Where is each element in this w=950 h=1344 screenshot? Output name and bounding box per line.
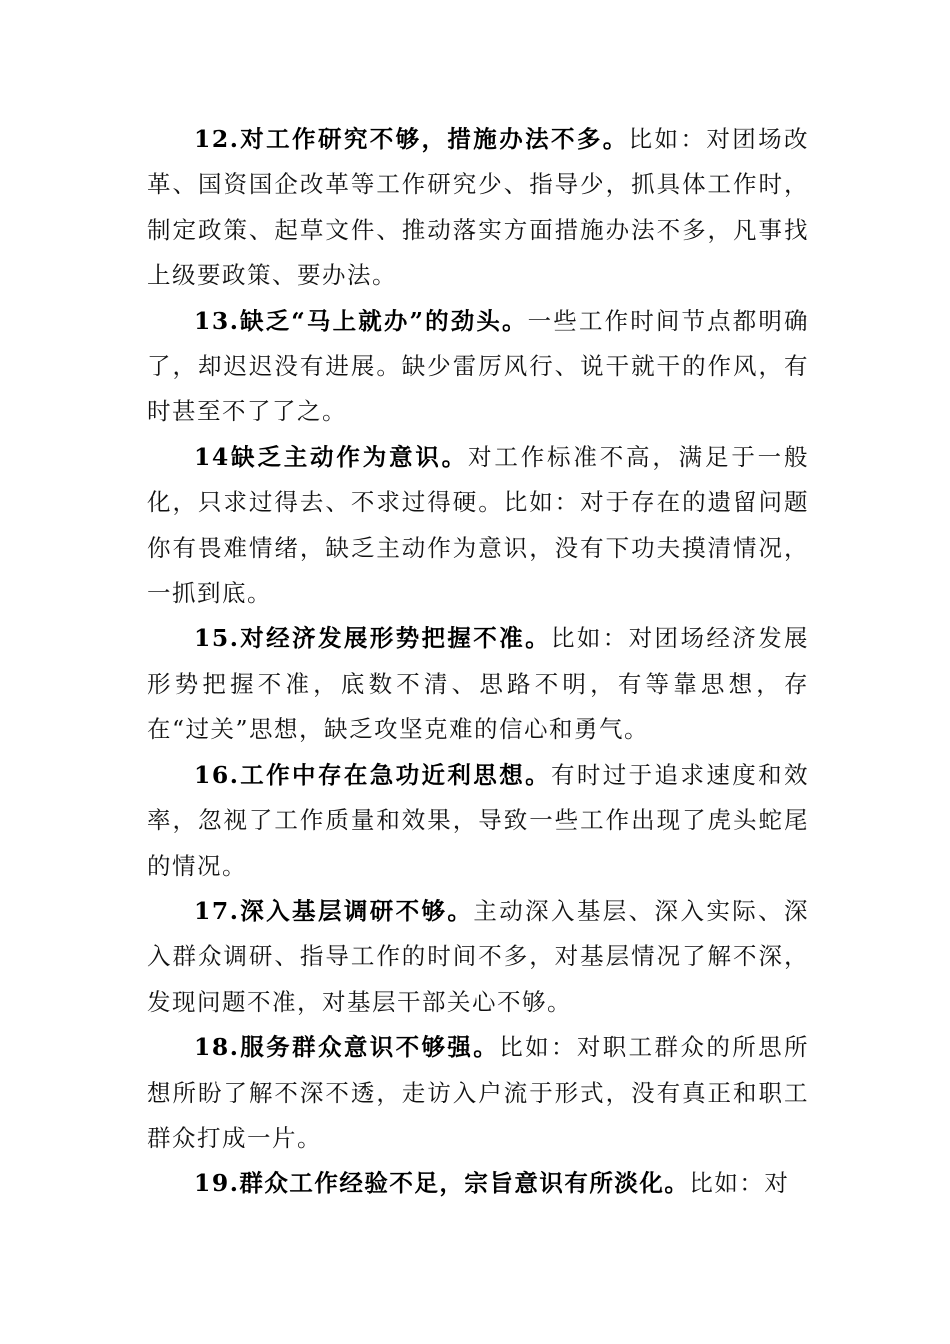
item-13: [147, 299, 809, 435]
item-heading: 18.服务群众意识不够强。: [194, 1033, 500, 1062]
item-heading: 14缺乏主动作为意识。: [194, 442, 469, 471]
item-19: [147, 1161, 809, 1206]
item-heading: 15.对经济发展形势把握不准。: [194, 624, 551, 653]
item-18: [147, 1025, 809, 1161]
item-body: 一些工作时间节点都明确了，却迟迟没有进展。缺少雷厉风行、说干就干的作风，有时甚至不了了之。: [147, 306, 810, 426]
item-14: [147, 435, 809, 617]
item-16: [147, 753, 809, 889]
item-heading: 12.对工作研究不够，措施办法不多。: [194, 125, 629, 153]
item-12: [147, 117, 809, 299]
item-15: [147, 616, 809, 752]
item-body: 比如：对团场经济发展形势把握不准，底数不清、思路不明，有等靠思想，存在“过关”思想，缺乏攻坚克难的信心和勇气。: [147, 624, 810, 744]
item-heading: 13.缺乏“马上就办”的劲头。: [194, 306, 528, 335]
item-heading: 19.群众工作经验不足，宗旨意识有所淡化。: [194, 1169, 690, 1198]
document-body: [147, 117, 809, 1207]
item-body: 主动深入基层、深入实际、深入群众调研、指导工作的时间不多，对基层情况了解不深，发现问题不准，对基层干部关心不够。: [147, 896, 810, 1016]
item-body: 有时过于追求速度和效率，忽视了工作质量和效果，导致一些工作出现了虎头蛇尾的情况。: [147, 760, 810, 880]
item-body: 比如：对: [689, 1169, 790, 1198]
item-body: 比如：对团场改革、国资国企改革等工作研究少、指导少，抓具体工作时，制定政策、起草文件、推动落实方面措施办法不多，凡事找上级要政策、要办法。: [147, 125, 810, 290]
item-body: 比如：对职工群众的所思所想所盼了解不深不透，走访入户流于形式，没有真正和职工群众打成一片。: [147, 1033, 810, 1152]
item-heading: 17.深入基层调研不够。: [194, 896, 474, 925]
item-heading: 16.工作中存在急功近利思想。: [194, 760, 551, 789]
item-body: 对工作标准不高，满足于一般化，只求过得去、不求过得硬。比如：对于存在的遗留问题你有畏难情绪，缺乏主动作为意识，没有下功夫摸清情况，一抓到底。: [147, 442, 810, 608]
item-17: [147, 889, 809, 1025]
